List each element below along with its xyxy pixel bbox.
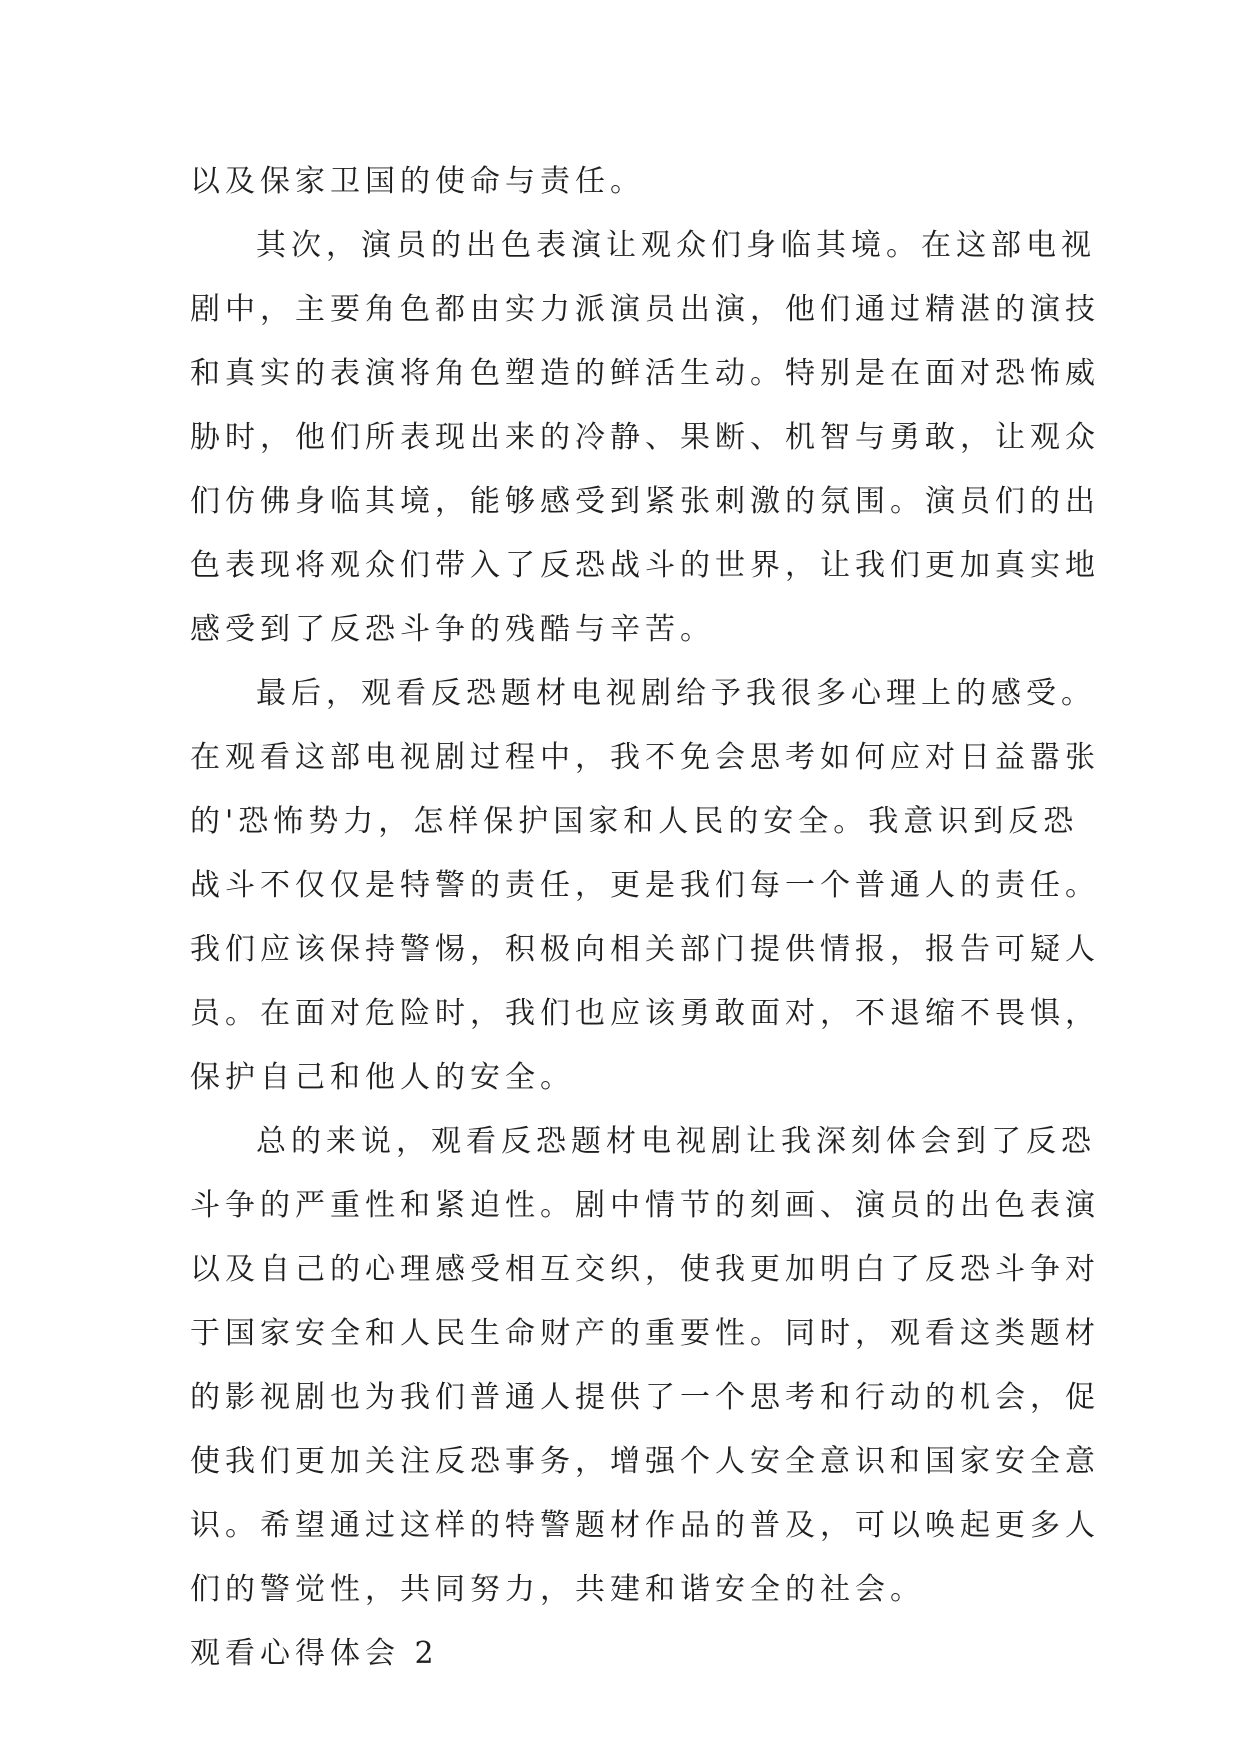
text-line: 以及自己的心理感受相互交织，使我更加明白了反恐斗争对 [190, 1252, 1100, 1287]
text-line: 斗争的严重性和紧迫性。剧中情节的刻画、演员的出色表演 [190, 1188, 1100, 1223]
document-body [190, 150, 1100, 1686]
text-line: 的'恐怖势力，怎样保护国家和人民的安全。我意识到反恐 [190, 804, 1079, 839]
text-line: 色表现将观众们带入了反恐战斗的世界，让我们更加真实地 [190, 548, 1100, 583]
text-line: 以及保家卫国的使命与责任。 [190, 164, 645, 199]
text-line: 保护自己和他人的安全。 [190, 1060, 575, 1095]
text-line: 我们应该保持警惕，积极向相关部门提供情报，报告可疑人 [190, 932, 1100, 967]
paragraph-first-line: 最后，观看反恐题材电视剧给予我很多心理上的感受。 [256, 676, 1096, 711]
paragraph-first-line: 总的来说，观看反恐题材电视剧让我深刻体会到了反恐 [256, 1124, 1096, 1159]
text-line: 使我们更加关注反恐事务，增强个人安全意识和国家安全意 [190, 1444, 1100, 1479]
text-line: 们的警觉性，共同努力，共建和谐安全的社会。 [190, 1572, 925, 1607]
text-line: 胁时，他们所表现出来的冷静、果断、机智与勇敢，让观众 [190, 420, 1100, 455]
text-line: 和真实的表演将角色塑造的鲜活生动。特别是在面对恐怖威 [190, 356, 1100, 391]
section-heading: 观看心得体会 2 [190, 1636, 439, 1671]
text-line: 战斗不仅仅是特警的责任，更是我们每一个普通人的责任。 [190, 868, 1100, 903]
text-line: 的影视剧也为我们普通人提供了一个思考和行动的机会，促 [190, 1380, 1100, 1415]
text-line: 感受到了反恐斗争的残酷与辛苦。 [190, 612, 715, 647]
text-line: 剧中，主要角色都由实力派演员出演，他们通过精湛的演技 [190, 292, 1100, 327]
text-line: 识。希望通过这样的特警题材作品的普及，可以唤起更多人 [190, 1508, 1100, 1543]
paragraph-first-line: 其次，演员的出色表演让观众们身临其境。在这部电视 [256, 228, 1096, 263]
text-line: 们仿佛身临其境，能够感受到紧张刺激的氛围。演员们的出 [190, 484, 1100, 519]
text-line: 于国家安全和人民生命财产的重要性。同时，观看这类题材 [190, 1316, 1100, 1351]
text-line: 在观看这部电视剧过程中，我不免会思考如何应对日益嚣张 [190, 740, 1100, 775]
text-line: 员。在面对危险时，我们也应该勇敢面对，不退缩不畏惧， [190, 996, 1100, 1031]
